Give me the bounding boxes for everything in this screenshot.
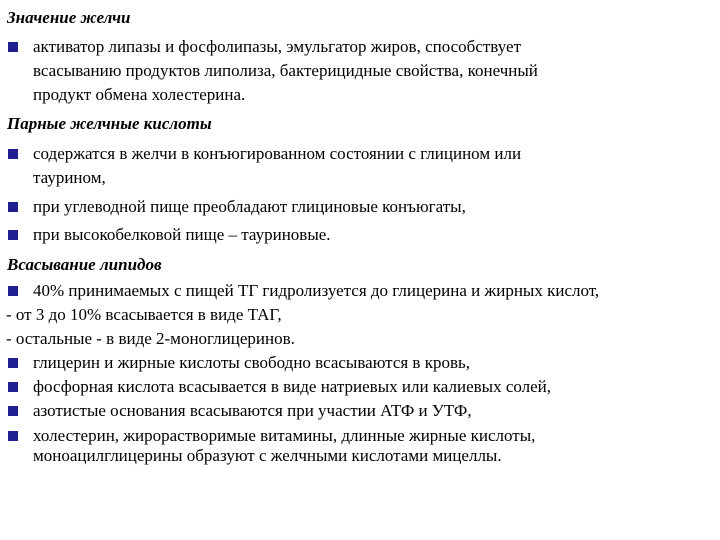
conjugation-line-1: содержатся в желчи в конъюгированном состоянии с глицином или — [33, 144, 522, 163]
micelles-line-2: моноацилглицерины образуют с желчными кислотами мицеллы. — [33, 446, 502, 465]
bullet-square-icon — [8, 431, 18, 441]
carbohydrate-diet-line: при углеводной пище преобладают глициновые конъюгаты, — [33, 197, 466, 216]
heading-bile-significance: Значение желчи — [7, 8, 131, 27]
heading-paired-bile-acids: Парные желчные кислоты — [7, 114, 212, 133]
bile-function-line-1: активатор липазы и фосфолипазы, эмульгатор жиров, способствует — [33, 37, 522, 56]
phosphoric-acid-line: фосфорная кислота всасывается в виде натриевых или калиевых солей, — [33, 377, 552, 396]
conjugation-line-2: таурином, — [33, 168, 106, 187]
bullet-square-icon — [8, 149, 18, 159]
bullet-square-icon — [8, 42, 18, 52]
heading-lipid-absorption: Всасывание липидов — [7, 255, 162, 274]
tag-absorption-line: - от 3 до 10% всасывается в виде ТАГ, — [6, 305, 282, 324]
glycerol-fatty-acids-line: глицерин и жирные кислоты свободно всасываются в кровь, — [33, 353, 470, 372]
monoglyceride-line: - остальные - в виде 2-моноглицеринов. — [6, 329, 295, 348]
micelles-line-1: холестерин, жирорастворимые витамины, длинные жирные кислоты, — [33, 426, 536, 445]
bullet-square-icon — [8, 286, 18, 296]
bullet-square-icon — [8, 230, 18, 240]
protein-diet-line: при высокобелковой пище – тауриновые. — [33, 225, 331, 244]
bullet-square-icon — [8, 406, 18, 416]
bile-function-line-2: всасыванию продуктов липолиза, бактерицидные свойства, конечный — [33, 61, 538, 80]
tg-hydrolysis-line: 40% принимаемых с пищей ТГ гидролизуется до глицерина и жирных кислот, — [33, 281, 600, 300]
bullet-square-icon — [8, 358, 18, 368]
bullet-square-icon — [8, 202, 18, 212]
bile-function-line-3: продукт обмена холестерина. — [33, 85, 246, 104]
bullet-square-icon — [8, 382, 18, 392]
nitrogen-bases-line: азотистые основания всасываются при участии АТФ и УТФ, — [33, 401, 472, 420]
